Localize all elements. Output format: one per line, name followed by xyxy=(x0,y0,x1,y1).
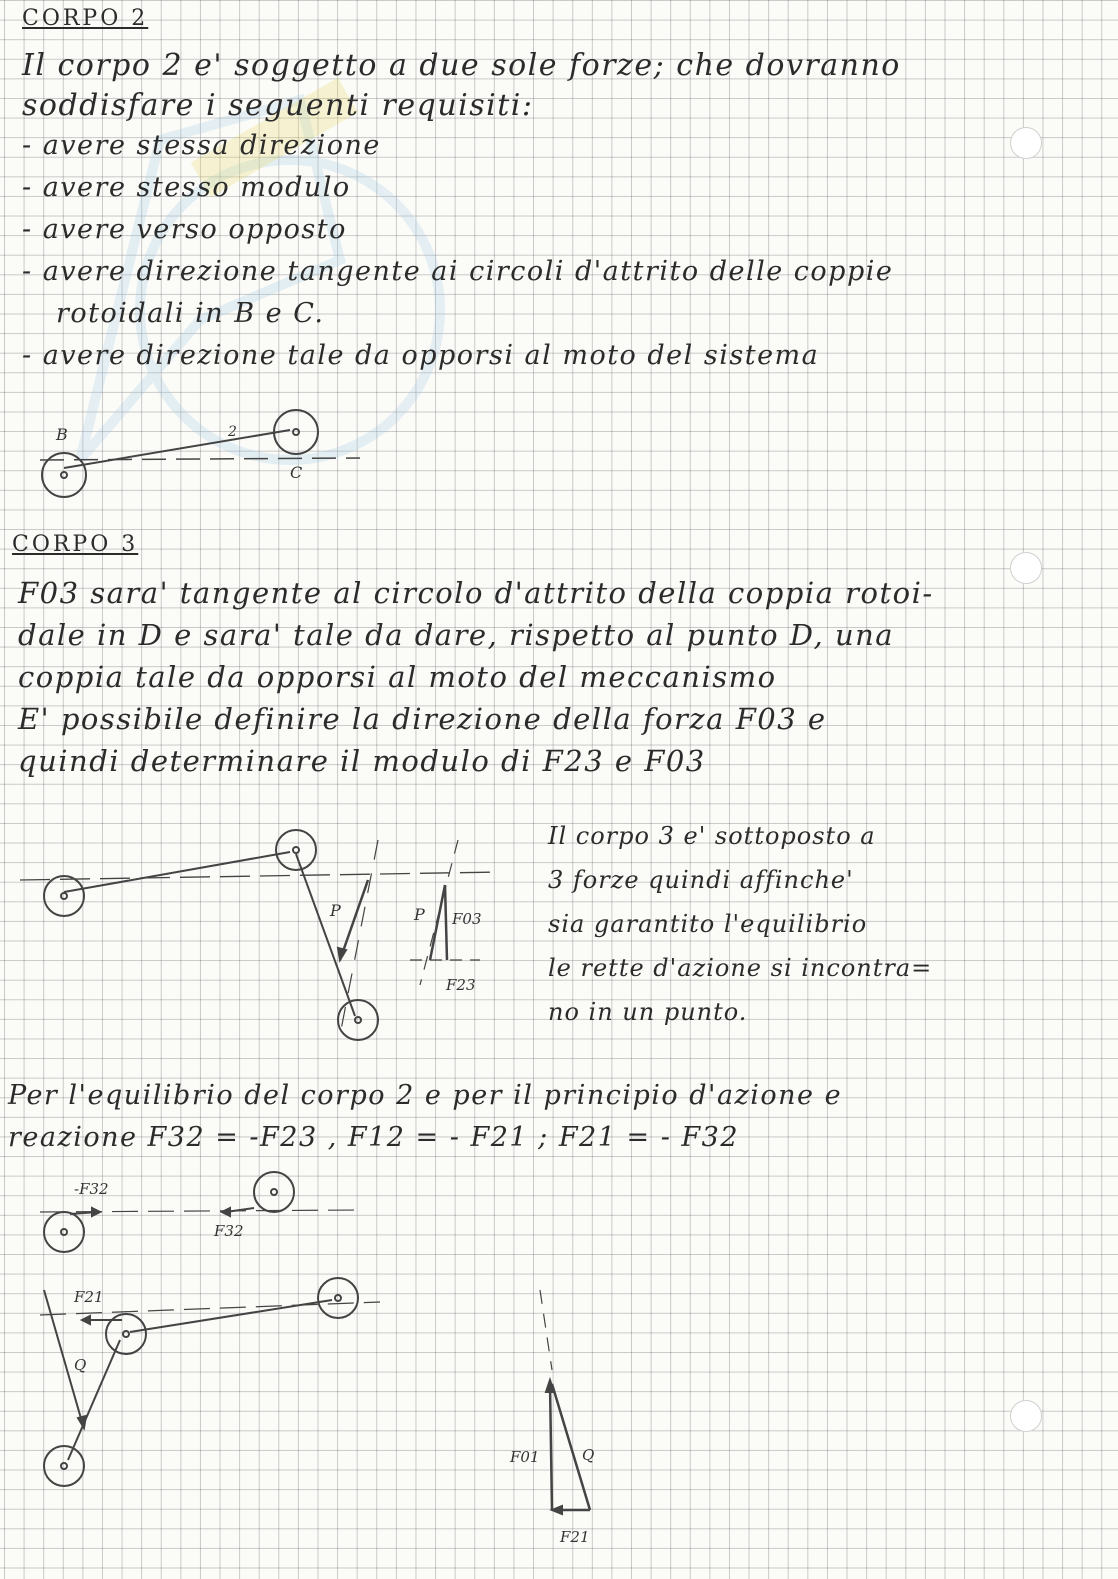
requirement-item: - avere verso opposto xyxy=(22,214,347,245)
requirement-item: - avere stesso modulo xyxy=(22,172,351,203)
label-f23: F23 xyxy=(446,976,476,994)
figure-corpo-3 xyxy=(0,820,520,1050)
equilibrium-line-2: reazione F32 = -F23 , F12 = - F21 ; F21 = - F32 xyxy=(8,1122,739,1153)
label-f21-polygon: F21 xyxy=(560,1528,590,1546)
corpo3-side-text: 3 forze quindi affinche' xyxy=(548,866,854,894)
corpo3-side-text: no in un punto. xyxy=(548,998,748,1026)
corpo3-line: quindi determinare il modulo di F23 e F03 xyxy=(18,744,706,778)
label-p: P xyxy=(330,901,341,920)
label-c: C xyxy=(290,463,303,482)
heading-corpo-2: CORPO 2 xyxy=(22,6,149,31)
label-b: B xyxy=(56,425,68,444)
force-polygon xyxy=(490,1280,650,1560)
corpo3-line: E' possibile definire la direzione della forza F03 e xyxy=(18,702,827,736)
label-minus-f32: -F32 xyxy=(74,1180,109,1198)
corpo3-side-text: sia garantito l'equilibrio xyxy=(548,910,868,938)
label-f21: F21 xyxy=(74,1288,104,1306)
corpo3-line: coppia tale da opporsi al moto del meccanismo xyxy=(18,660,777,694)
label-q-polygon: Q xyxy=(582,1446,595,1464)
binder-hole xyxy=(1010,127,1042,159)
requirement-item: - avere stessa direzione xyxy=(22,130,381,161)
label-f32: F32 xyxy=(214,1222,244,1240)
binder-hole xyxy=(1010,552,1042,584)
corpo2-intro-1: Il corpo 2 e' soggetto a due sole forze; che dovranno xyxy=(22,48,901,83)
label-f01: F01 xyxy=(510,1448,540,1466)
label-q: Q xyxy=(74,1356,87,1374)
requirement-item: - avere direzione tale da opporsi al moto del sistema xyxy=(22,340,820,371)
figure-corpo-2-forces xyxy=(0,1160,420,1560)
corpo3-side-text: Il corpo 3 e' sottoposto a xyxy=(548,822,876,850)
corpo3-line: F03 sara' tangente al circolo d'attrito della coppia rotoi- xyxy=(18,576,934,610)
label-f03: F03 xyxy=(452,910,482,928)
equilibrium-line-1: Per l'equilibrio del corpo 2 e per il principio d'azione e xyxy=(8,1080,843,1111)
label-link-2: 2 xyxy=(228,424,237,440)
corpo3-line: dale in D e sara' tale da dare, rispetto al punto D, una xyxy=(18,618,895,652)
requirement-item: - avere direzione tangente ai circoli d'attrito delle coppie xyxy=(22,256,894,287)
binder-hole xyxy=(1010,1400,1042,1432)
requirement-item: rotoidali in B e C. xyxy=(56,298,325,329)
figure-corpo-2 xyxy=(0,400,400,500)
heading-corpo-3: CORPO 3 xyxy=(12,532,139,557)
corpo3-side-text: le rette d'azione si incontra= xyxy=(548,954,933,982)
label-p-vector: P xyxy=(414,905,425,924)
corpo2-intro-2: soddisfare i seguenti requisiti: xyxy=(22,88,534,123)
